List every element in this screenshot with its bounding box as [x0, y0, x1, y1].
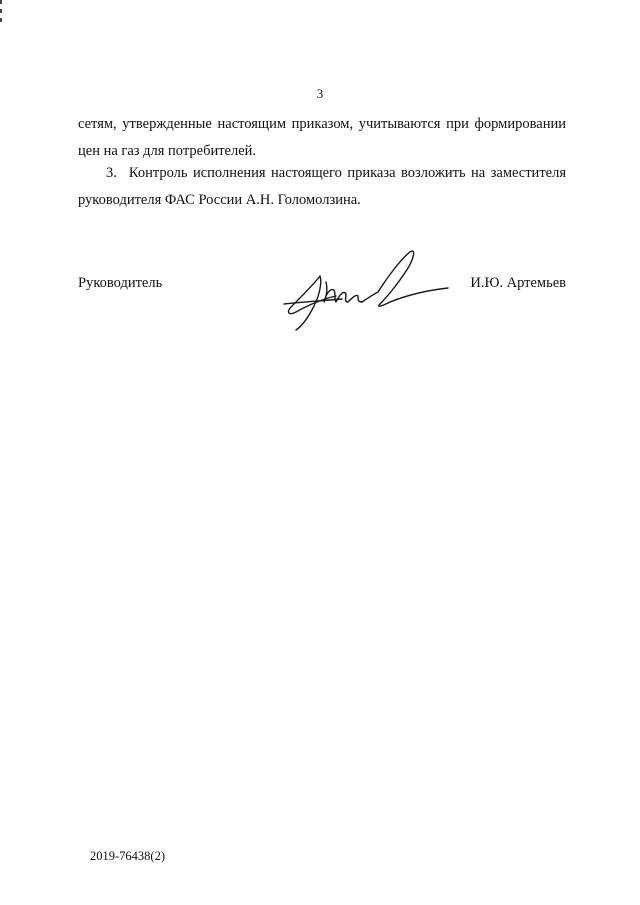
- scan-edge-marks: [0, 0, 3, 40]
- document-number: 2019-76438(2): [90, 849, 165, 863]
- paragraph-number: 3.: [106, 165, 117, 181]
- body-paragraph-1: сетям, утвержденные настоящим приказом, учитываются при формировании цен на газ для потребителей.: [78, 116, 566, 159]
- signer-name: И.Ю. Артемьев: [470, 275, 566, 291]
- signer-title: Руководитель: [78, 275, 163, 291]
- paragraph-text: Контроль исполнения настоящего приказа возложить на заместителя руководителя ФАС России А.Н. Голомолзина.: [78, 165, 566, 208]
- page-number: 3: [316, 86, 324, 101]
- body-paragraph-2: [78, 160, 566, 214]
- handwritten-signature: [280, 246, 450, 338]
